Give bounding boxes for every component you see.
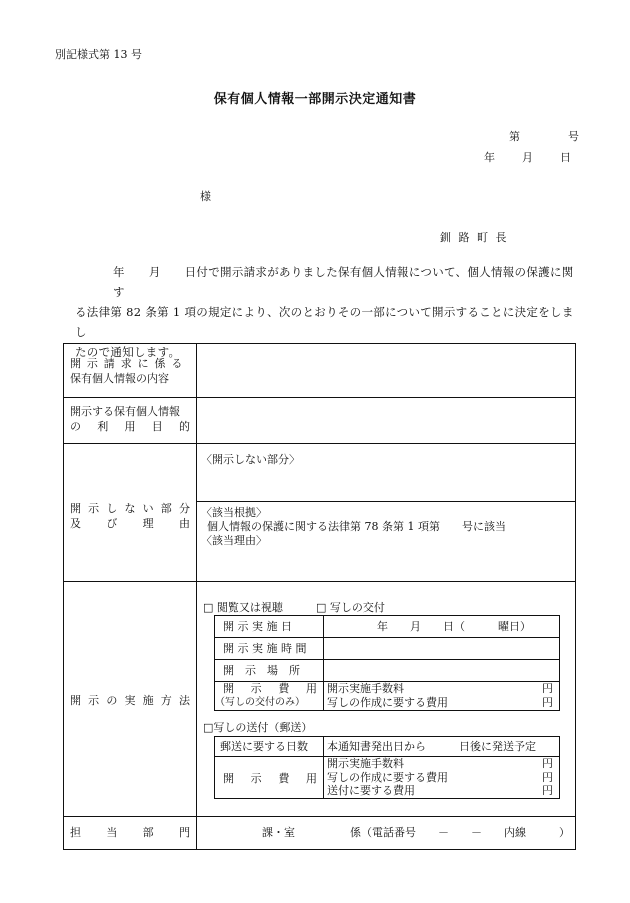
row1-value[interactable]: [197, 345, 574, 396]
row2-label-line1: 開示する保有個人情報: [70, 405, 180, 418]
option-copy-checkbox[interactable]: □ 写しの交付: [316, 601, 385, 614]
impl-time-value[interactable]: [324, 638, 559, 659]
impl-date-value[interactable]: 年 月 日（ 曜日）: [377, 620, 531, 633]
body-line-2: る法律第 82 条第 1 項の規定により、次のとおりその一部について開示することに決定をしまし: [75, 305, 574, 339]
row1-label-line2: 保有個人情報の内容: [70, 372, 169, 385]
disclosure-table: [63, 343, 576, 850]
fee-label-line1: 開 示 費 用: [223, 682, 317, 695]
fee-item2: 写しの作成に要する費用: [327, 696, 448, 709]
impl-time-label: 開 示 実 施 時 間: [223, 642, 307, 655]
row5-label: 担 当 部 門: [70, 826, 190, 839]
row3-label-line1: 開 示 し な い 部 分: [70, 502, 190, 515]
place-label: 開 示 場 所: [223, 664, 300, 677]
fee-item1: 開示実施手数料: [327, 682, 404, 695]
date-month: 月: [522, 151, 533, 164]
form-number: 別記様式第 13 号: [55, 48, 142, 61]
row2-value[interactable]: [197, 398, 574, 442]
mail-days-value[interactable]: 本通知書発出日から 日後に発送予定: [327, 740, 536, 753]
basis-text: 個人情報の保護に関する法律第 78 条第 1 項第 号に該当: [207, 520, 506, 533]
impl-date-label: 開 示 実 施 日: [223, 620, 292, 633]
mail-days-label: 郵送に要する日数: [220, 740, 308, 753]
mail-fee-item1: 開示実施手数料: [327, 757, 404, 770]
row4-label: 開 示 の 実 施 方 法: [70, 694, 190, 707]
doc-number-dai: 第: [509, 130, 520, 143]
body-line-1: 年 月 日付で開示請求がありました保有個人情報について、個人情報の保護に関す: [113, 265, 574, 299]
mail-fee-label: 開 示 費 用: [223, 772, 317, 785]
fee-label-line2: （写しの交付のみ）: [215, 697, 305, 708]
option-view-checkbox[interactable]: □ 閲覧又は視聴: [203, 601, 283, 614]
place-value[interactable]: [324, 660, 559, 681]
mail-fee-item3: 送付に要する費用: [327, 784, 415, 797]
body-line-3: たので通知します。: [75, 345, 181, 359]
mail-fee-unit1: 円: [542, 757, 553, 770]
mail-option-checkbox[interactable]: □写しの送付（郵送）: [203, 721, 313, 734]
addressee-suffix: 様: [200, 190, 211, 203]
row1-label-line1: 開 示 請 求 に 係 る: [70, 357, 184, 370]
date-year: 年: [484, 151, 495, 164]
mail-fee-unit2: 円: [542, 771, 553, 784]
undisclosed-part-heading: 〈開示しない部分〉: [201, 453, 300, 466]
page-title: 保有個人情報一部開示決定通知書: [213, 92, 417, 107]
mail-fee-item2: 写しの作成に要する費用: [327, 771, 448, 784]
row2-label-line2: の 利 用 目 的: [70, 420, 190, 433]
mail-fee-unit3: 円: [542, 784, 553, 797]
row5-value[interactable]: 課・室 係（電話番号 － － 内線 ）: [262, 826, 570, 839]
reason-heading: 〈該当理由〉: [201, 534, 267, 547]
date-day: 日: [560, 151, 571, 164]
doc-number-go: 号: [568, 130, 579, 143]
issuer: 釧 路 町 長: [440, 231, 509, 244]
implementation-table: [214, 615, 560, 711]
fee-unit1: 円: [542, 682, 553, 695]
mail-table: [214, 736, 560, 799]
basis-heading: 〈該当根拠〉: [201, 506, 267, 519]
fee-unit2: 円: [542, 696, 553, 709]
row3-label-line2: 及 び 理 由: [70, 517, 190, 530]
